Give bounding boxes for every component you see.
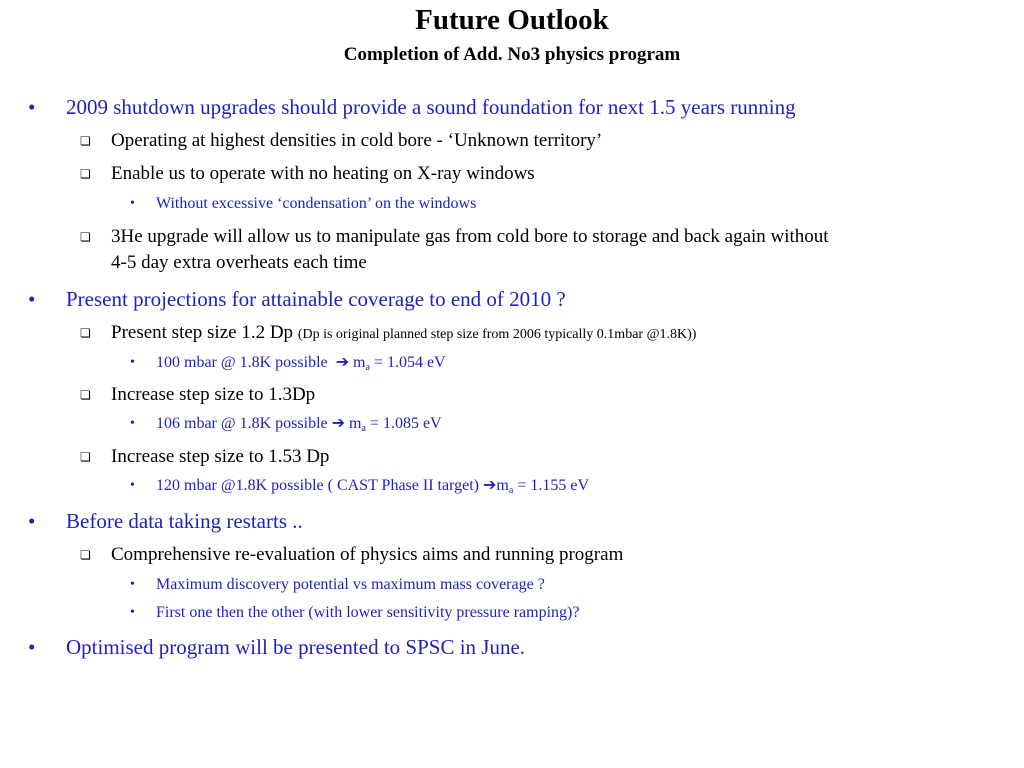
bullet-3: Before data taking restarts .. xyxy=(66,509,303,533)
bullet-marker: • xyxy=(28,287,36,311)
arrow-icon: ➔ xyxy=(335,354,350,371)
bullet-2-sub-3: Increase step size to 1.53 Dp xyxy=(111,446,330,467)
bullet-marker: • xyxy=(130,355,135,370)
bullet-2-sub-1-detail-1 xyxy=(156,352,446,374)
bullet-1-sub-1: Operating at highest densities in cold bore - ‘Unknown territory’ xyxy=(111,130,603,151)
bullet-2-sub-3-detail-1 xyxy=(156,475,589,497)
bullet-1-sub-3-line-2: 4-5 day extra overheats each time xyxy=(111,252,367,273)
slide-subtitle: Completion of Add. No3 physics program xyxy=(343,44,681,65)
bullet-1-sub-3-line-1: 3He upgrade will allow us to manipulate gas from cold bore to storage and back again without xyxy=(111,226,829,247)
mass-value: = 1.155 eV xyxy=(517,477,589,494)
mass-symbol: m xyxy=(349,415,362,432)
bullet-2: Present projections for attainable coverage to end of 2010 ? xyxy=(66,287,566,311)
arrow-icon: ➔ xyxy=(483,477,497,494)
detail-text: 100 mbar @ 1.8K possible xyxy=(156,354,328,371)
bullet-marker: • xyxy=(28,635,36,659)
arrow-icon: ➔ xyxy=(331,415,346,432)
bullet-1: 2009 shutdown upgrades should provide a sound foundation for next 1.5 years running xyxy=(66,95,796,119)
square-bullet-icon: ❏ xyxy=(80,388,91,402)
square-bullet-icon: ❏ xyxy=(80,326,91,340)
bullet-marker: • xyxy=(130,605,135,620)
bullet-2-sub-1 xyxy=(111,320,696,348)
bullet-marker: • xyxy=(130,196,135,211)
mass-subscript: a xyxy=(508,485,514,496)
bullet-marker: • xyxy=(130,478,135,493)
slide-title: Future Outlook xyxy=(415,4,609,36)
mass-symbol: m xyxy=(353,354,366,371)
mass-symbol: m xyxy=(496,477,509,494)
square-bullet-icon: ❏ xyxy=(80,230,91,244)
bullet-marker: • xyxy=(28,509,36,533)
square-bullet-icon: ❏ xyxy=(80,134,91,148)
square-bullet-icon: ❏ xyxy=(80,167,91,181)
bullet-1-sub-2: Enable us to operate with no heating on X-ray windows xyxy=(111,163,535,184)
detail-text: 106 mbar @ 1.8K possible xyxy=(156,415,328,432)
bullet-marker: • xyxy=(28,95,36,119)
bullet-2-sub-1-note: (Dp is original planned step size from 2006 typically 0.1mbar @1.8K)) xyxy=(297,327,697,342)
bullet-3-sub-1-detail-2: First one then the other (with lower sensitivity pressure ramping)? xyxy=(156,604,580,621)
mass-value: = 1.054 eV xyxy=(373,354,446,371)
detail-text: 120 mbar @1.8K possible ( CAST Phase II target) xyxy=(156,477,479,494)
mass-subscript: a xyxy=(361,423,366,434)
bullet-4: Optimised program will be presented to SPSC in June. xyxy=(66,635,526,659)
bullet-3-sub-1: Comprehensive re-evaluation of physics aims and running program xyxy=(111,544,624,565)
square-bullet-icon: ❏ xyxy=(80,450,91,464)
bullet-3-sub-1-detail-1: Maximum discovery potential vs maximum mass coverage ? xyxy=(156,576,545,593)
bullet-2-sub-2-detail-1 xyxy=(156,413,442,435)
mass-subscript: a xyxy=(365,362,370,373)
mass-value: = 1.085 eV xyxy=(369,415,442,432)
bullet-1-sub-2-detail-1: Without excessive ‘condensation’ on the windows xyxy=(156,195,477,212)
bullet-2-sub-2: Increase step size to 1.3Dp xyxy=(111,384,316,405)
bullet-2-sub-1-main: Present step size 1.2 Dp xyxy=(111,322,294,343)
square-bullet-icon: ❏ xyxy=(80,548,91,562)
bullet-marker: • xyxy=(130,577,135,592)
bullet-marker: • xyxy=(130,416,135,431)
